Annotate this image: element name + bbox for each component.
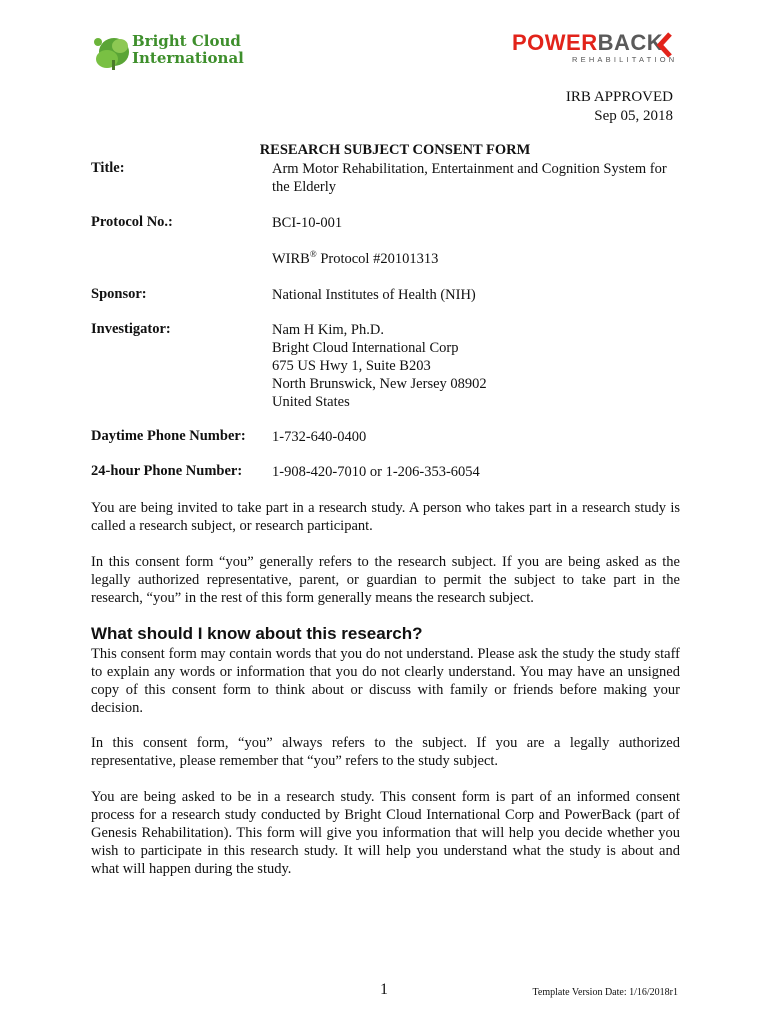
form-title: RESEARCH SUBJECT CONSENT FORM — [259, 142, 531, 158]
logo-word-back: BACK — [597, 30, 664, 55]
title-label: Title: — [91, 160, 125, 176]
investigator-city: North Brunswick, New Jersey 08902 — [272, 376, 487, 392]
chevron-icon — [656, 32, 674, 58]
title-value-line-1: Arm Motor Rehabilitation, Entertainment and Cognition System for — [272, 161, 667, 177]
irb-approval — [566, 88, 673, 126]
protocol-value: BCI-10-001 — [272, 215, 343, 231]
irb-status: IRB APPROVED — [565, 89, 673, 105]
investigator-company: Bright Cloud International Corp — [272, 340, 459, 356]
wirb-prefix: WIRB — [272, 251, 310, 267]
registered-mark: ® — [309, 249, 317, 260]
paragraph-lar: In this consent form, “you” always refers to the subject. If you are a legally authorized representative, please remember that “you” refers to the study subject. — [91, 735, 680, 769]
template-version: Template Version Date: 1/16/2018r1 — [532, 987, 678, 998]
paragraph-you-definition: In this consent form “you” generally refers to the research subject. If you are being asked as the legally authorized representative, parent, or guardian to permit the subject to take part in the research, “you” in the rest of this form generally means the research subject. — [91, 554, 680, 606]
page-number: 1 — [380, 981, 388, 998]
logo-line-2: International — [132, 49, 244, 67]
daytime-phone-label: Daytime Phone Number: — [91, 428, 246, 444]
powerback-logo — [512, 30, 684, 74]
daytime-phone-value: 1-732-640-0400 — [272, 429, 367, 445]
wirb-protocol — [272, 250, 692, 268]
protocol-label: Protocol No.: — [91, 214, 173, 230]
paragraph-invitation: You are being invited to take part in a research study. A person who takes part in a research study is called a research subject, or research participant. — [91, 500, 680, 534]
paragraph-study-purpose: You are being asked to be in a research study. This consent form is part of an informed consent process for a research study conducted by Bright Cloud International Corp and PowerBack (part of Genesis Rehabilitation). This form will give you information that will help you decide whether you wish to participate in this research study. It will help you understand what the study is about and what will happen during the study. — [91, 789, 680, 877]
sponsor-value: National Institutes of Health (NIH) — [272, 287, 476, 303]
bright-cloud-logo — [92, 30, 244, 74]
section-heading: What should I know about this research? — [91, 624, 423, 643]
investigator-name: Nam H Kim, Ph.D. — [272, 322, 384, 338]
sponsor-label: Sponsor: — [91, 286, 147, 302]
investigator-street: 675 US Hwy 1, Suite B203 — [272, 358, 431, 374]
paragraph-understanding: This consent form may contain words that you do not understand. Please ask the study the study staff to explain any words or information that you do not clearly understand. You may have an unsigned copy of this consent form to think about or discuss with family or friends before making your decision. — [91, 646, 680, 716]
cloud-tree-icon — [92, 32, 132, 72]
hour24-phone-value: 1-908-420-7010 or 1-206-353-6054 — [272, 464, 480, 480]
hour24-phone-label: 24-hour Phone Number: — [91, 463, 243, 479]
title-value-line-2: the Elderly — [272, 179, 337, 195]
logo-subtitle: REHABILITATION — [572, 55, 678, 64]
logo-line-1: Bright Cloud — [132, 32, 241, 50]
title-value — [272, 160, 692, 196]
investigator-label: Investigator: — [91, 321, 171, 337]
logo-word-power: POWER — [512, 30, 598, 55]
investigator-country: United States — [272, 394, 350, 410]
investigator-value — [272, 321, 692, 411]
wirb-number: Protocol #20101313 — [316, 251, 439, 267]
irb-date: Sep 05, 2018 — [594, 108, 673, 124]
